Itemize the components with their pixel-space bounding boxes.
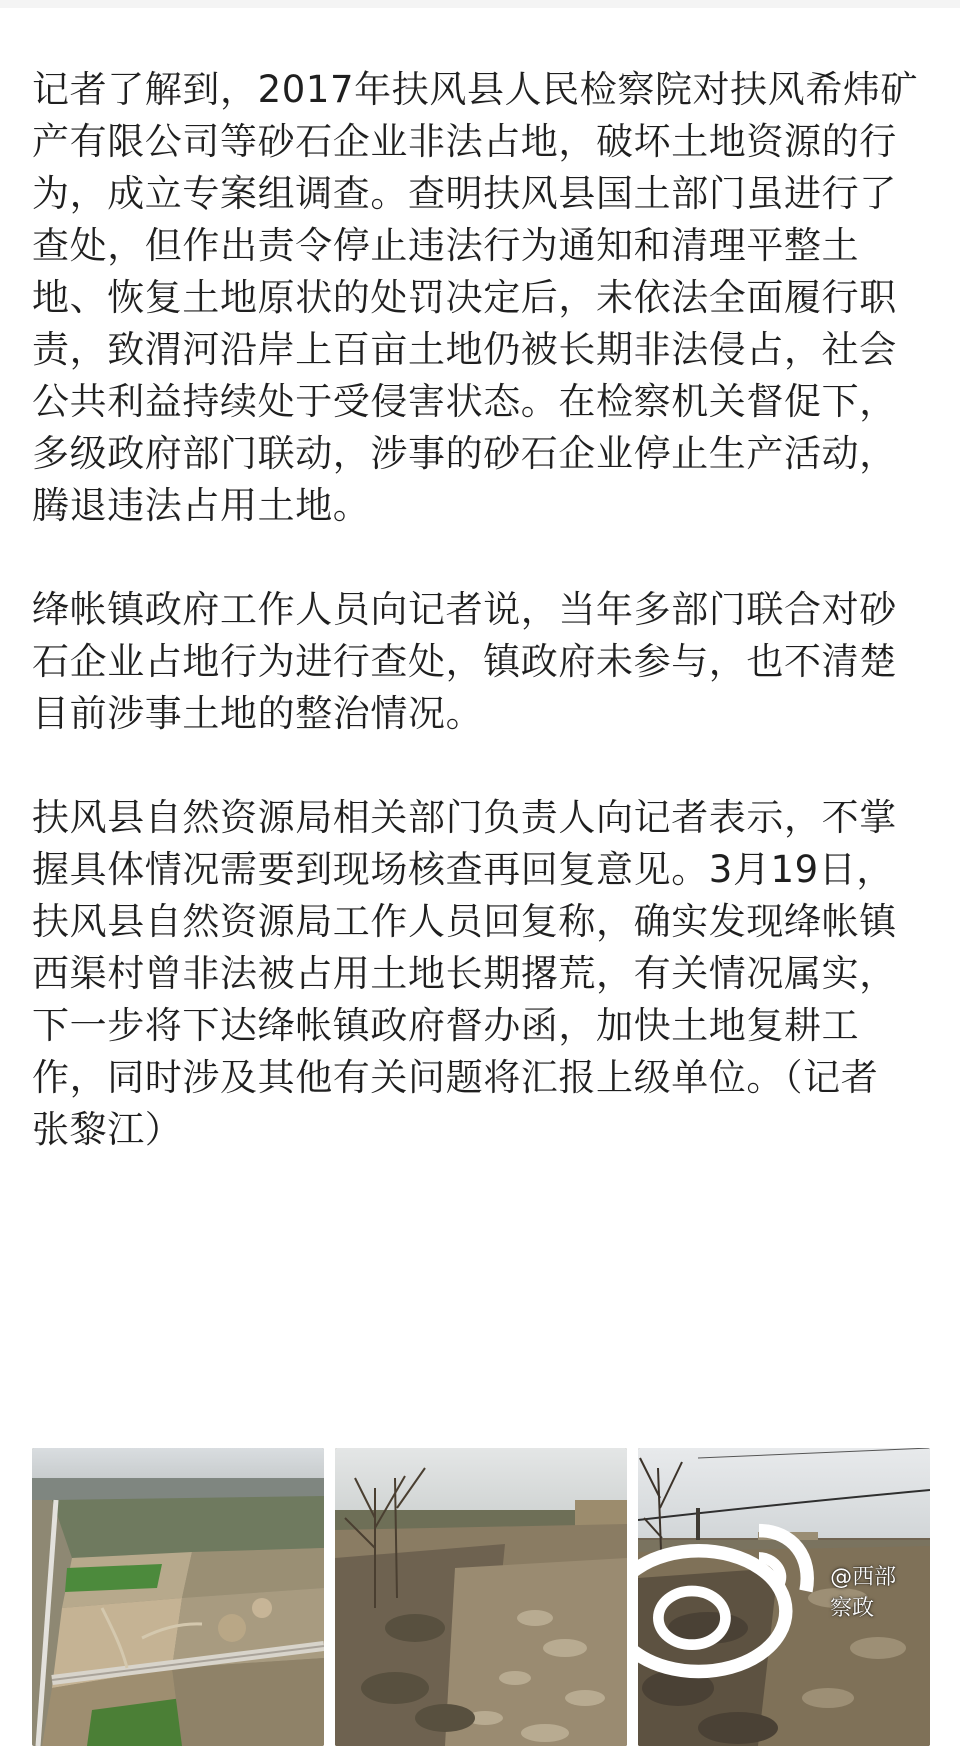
aerial-farmland-photo-icon bbox=[32, 1448, 324, 1746]
photo-row bbox=[32, 1448, 930, 1746]
watermark bbox=[638, 1448, 916, 1740]
paragraph-1: 记者了解到，2017年扶风县人民检察院对扶风希炜矿产有限公司等砂石企业非法占地，破坏土地资源的行为，成立专案组调查。查明扶风县国土部门虽进行了查处，但作出责令停止违法行为通知和清理平整土地、恢复土地原状的处罚决定后，未依法全面履行职责，致渭河沿岸上百亩土地仍被长期非法侵占，社会公共利益持续处于受侵害状态。在检察机关督促下，多级政府部门联动，涉事的砂石企业停止生产活动，腾退违法占用土地。 bbox=[32, 68, 919, 527]
top-edge bbox=[0, 0, 960, 8]
watermark-text: @西部察政 bbox=[830, 1565, 897, 1621]
photo-rubble-field[interactable] bbox=[335, 1448, 627, 1746]
weibo-icon bbox=[638, 1448, 826, 1740]
photo-barren-land[interactable] bbox=[638, 1448, 930, 1746]
rubble-field-photo-icon bbox=[335, 1448, 627, 1746]
article-body bbox=[32, 64, 928, 1156]
paragraph-2: 绛帐镇政府工作人员向记者说，当年多部门联合对砂石企业占地行为进行查处，镇政府未参与，也不清楚目前涉事土地的整治情况。 bbox=[32, 588, 897, 735]
photo-aerial-farmland[interactable] bbox=[32, 1448, 324, 1746]
paragraph-3: 扶风县自然资源局相关部门负责人向记者表示，不掌握具体情况需要到现场核查再回复意见。3月19日，扶风县自然资源局工作人员回复称，确实发现绛帐镇西渠村曾非法被占用土地长期撂荒，有关情况属实，下一步将下达绛帐镇政府督办函，加快土地复耕工作，同时涉及其他有关问题将汇报上级单位。（记者 张黎江） bbox=[32, 796, 897, 1151]
